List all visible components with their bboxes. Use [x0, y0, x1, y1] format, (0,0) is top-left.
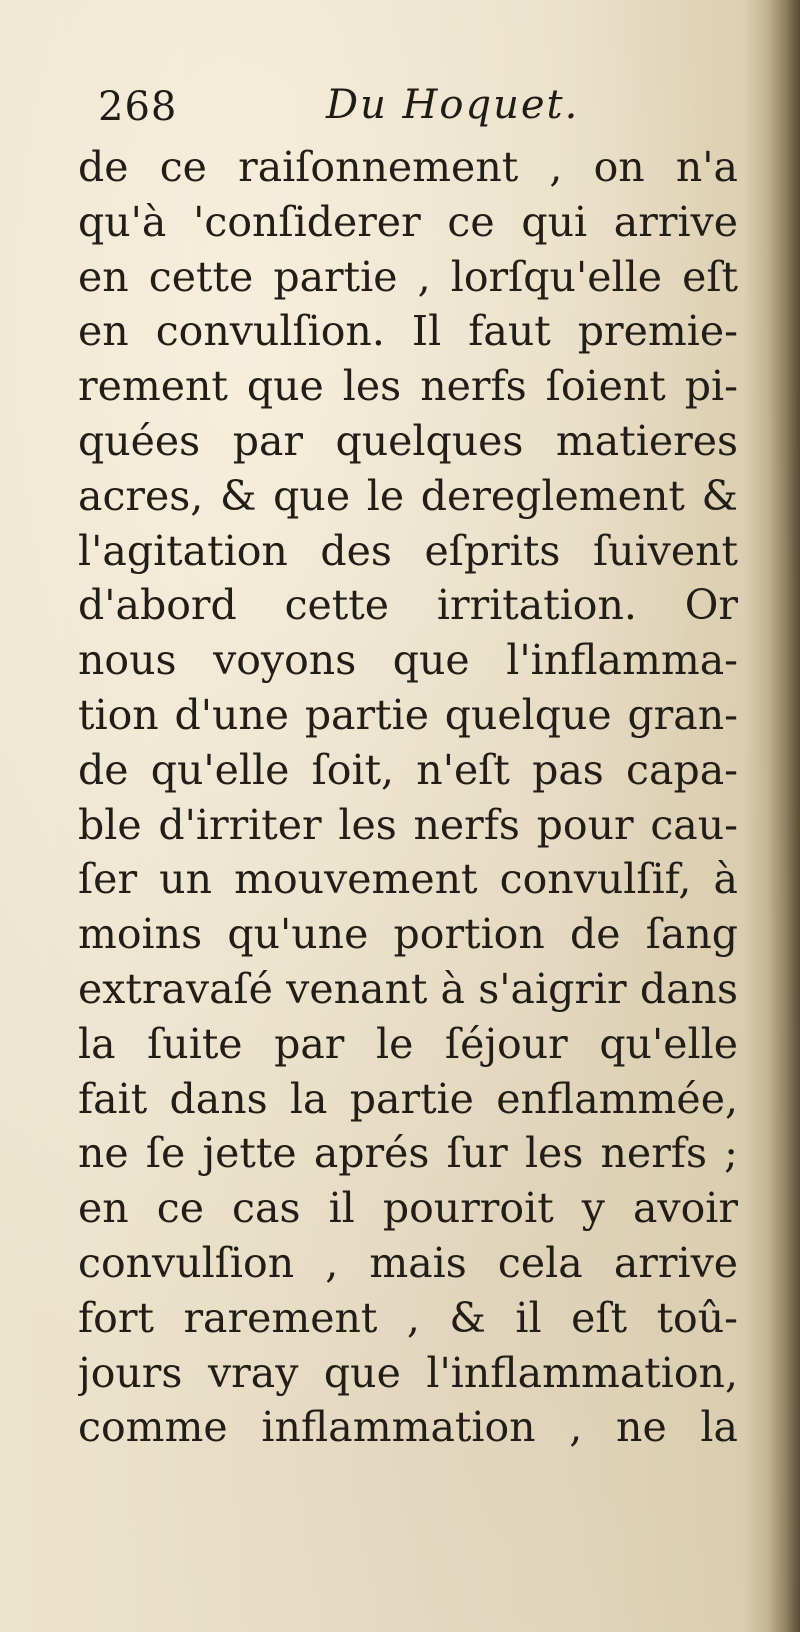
page-header	[98, 78, 738, 138]
text-line: d'abord cette irritation. Or	[78, 581, 738, 630]
text-line: qu'à 'conſiderer ce qui arrive	[78, 197, 738, 246]
text-line: ne ſe jette aprés ſur les nerfs ;	[78, 1129, 738, 1178]
text-line: extravaſé venant à s'aigrir dans	[78, 964, 738, 1013]
text-line: en convulſion. Il faut premie-	[78, 307, 738, 356]
text-line: moins qu'une portion de ſang	[78, 910, 738, 959]
text-line: de qu'elle ſoit, n'eſt pas capa-	[78, 745, 738, 794]
text-line: la ſuite par le ſéjour qu'elle	[78, 1019, 738, 1068]
text-line: convulſion , mais cela arrive	[78, 1238, 738, 1287]
text-line: de ce raiſonnement , on n'a	[78, 143, 738, 191]
page-number: 268	[98, 84, 178, 130]
text-line: en cette partie , lorſqu'elle eſt	[78, 252, 738, 301]
text-line: fort rarement , & il eſt toû-	[78, 1293, 738, 1342]
text-line: nous voyons que l'inflamma-	[78, 636, 738, 685]
text-line: fait dans la partie enflammée,	[78, 1074, 738, 1123]
text-line: rement que les nerfs ſoient pi-	[78, 362, 738, 411]
text-line: acres, & que le dereglement &	[78, 471, 738, 520]
body-text	[78, 140, 738, 1455]
page-gutter-shadow	[768, 0, 800, 1632]
text-line: ſer un mouvement convulſif, à	[78, 855, 738, 904]
running-head: Du Hoquet.	[326, 82, 580, 128]
text-line: tion d'une partie quelque gran-	[78, 690, 738, 739]
text-line: l'agitation des eſprits ſuivent	[78, 526, 738, 575]
text-line: en ce cas il pourroit y avoir	[78, 1184, 738, 1233]
text-line: jours vray que l'inflammation,	[78, 1348, 738, 1397]
text-line: quées par quelques matieres	[78, 416, 738, 465]
text-line: comme inflammation , ne la	[78, 1403, 738, 1452]
text-line: ble d'irriter les nerfs pour cau-	[78, 800, 738, 849]
